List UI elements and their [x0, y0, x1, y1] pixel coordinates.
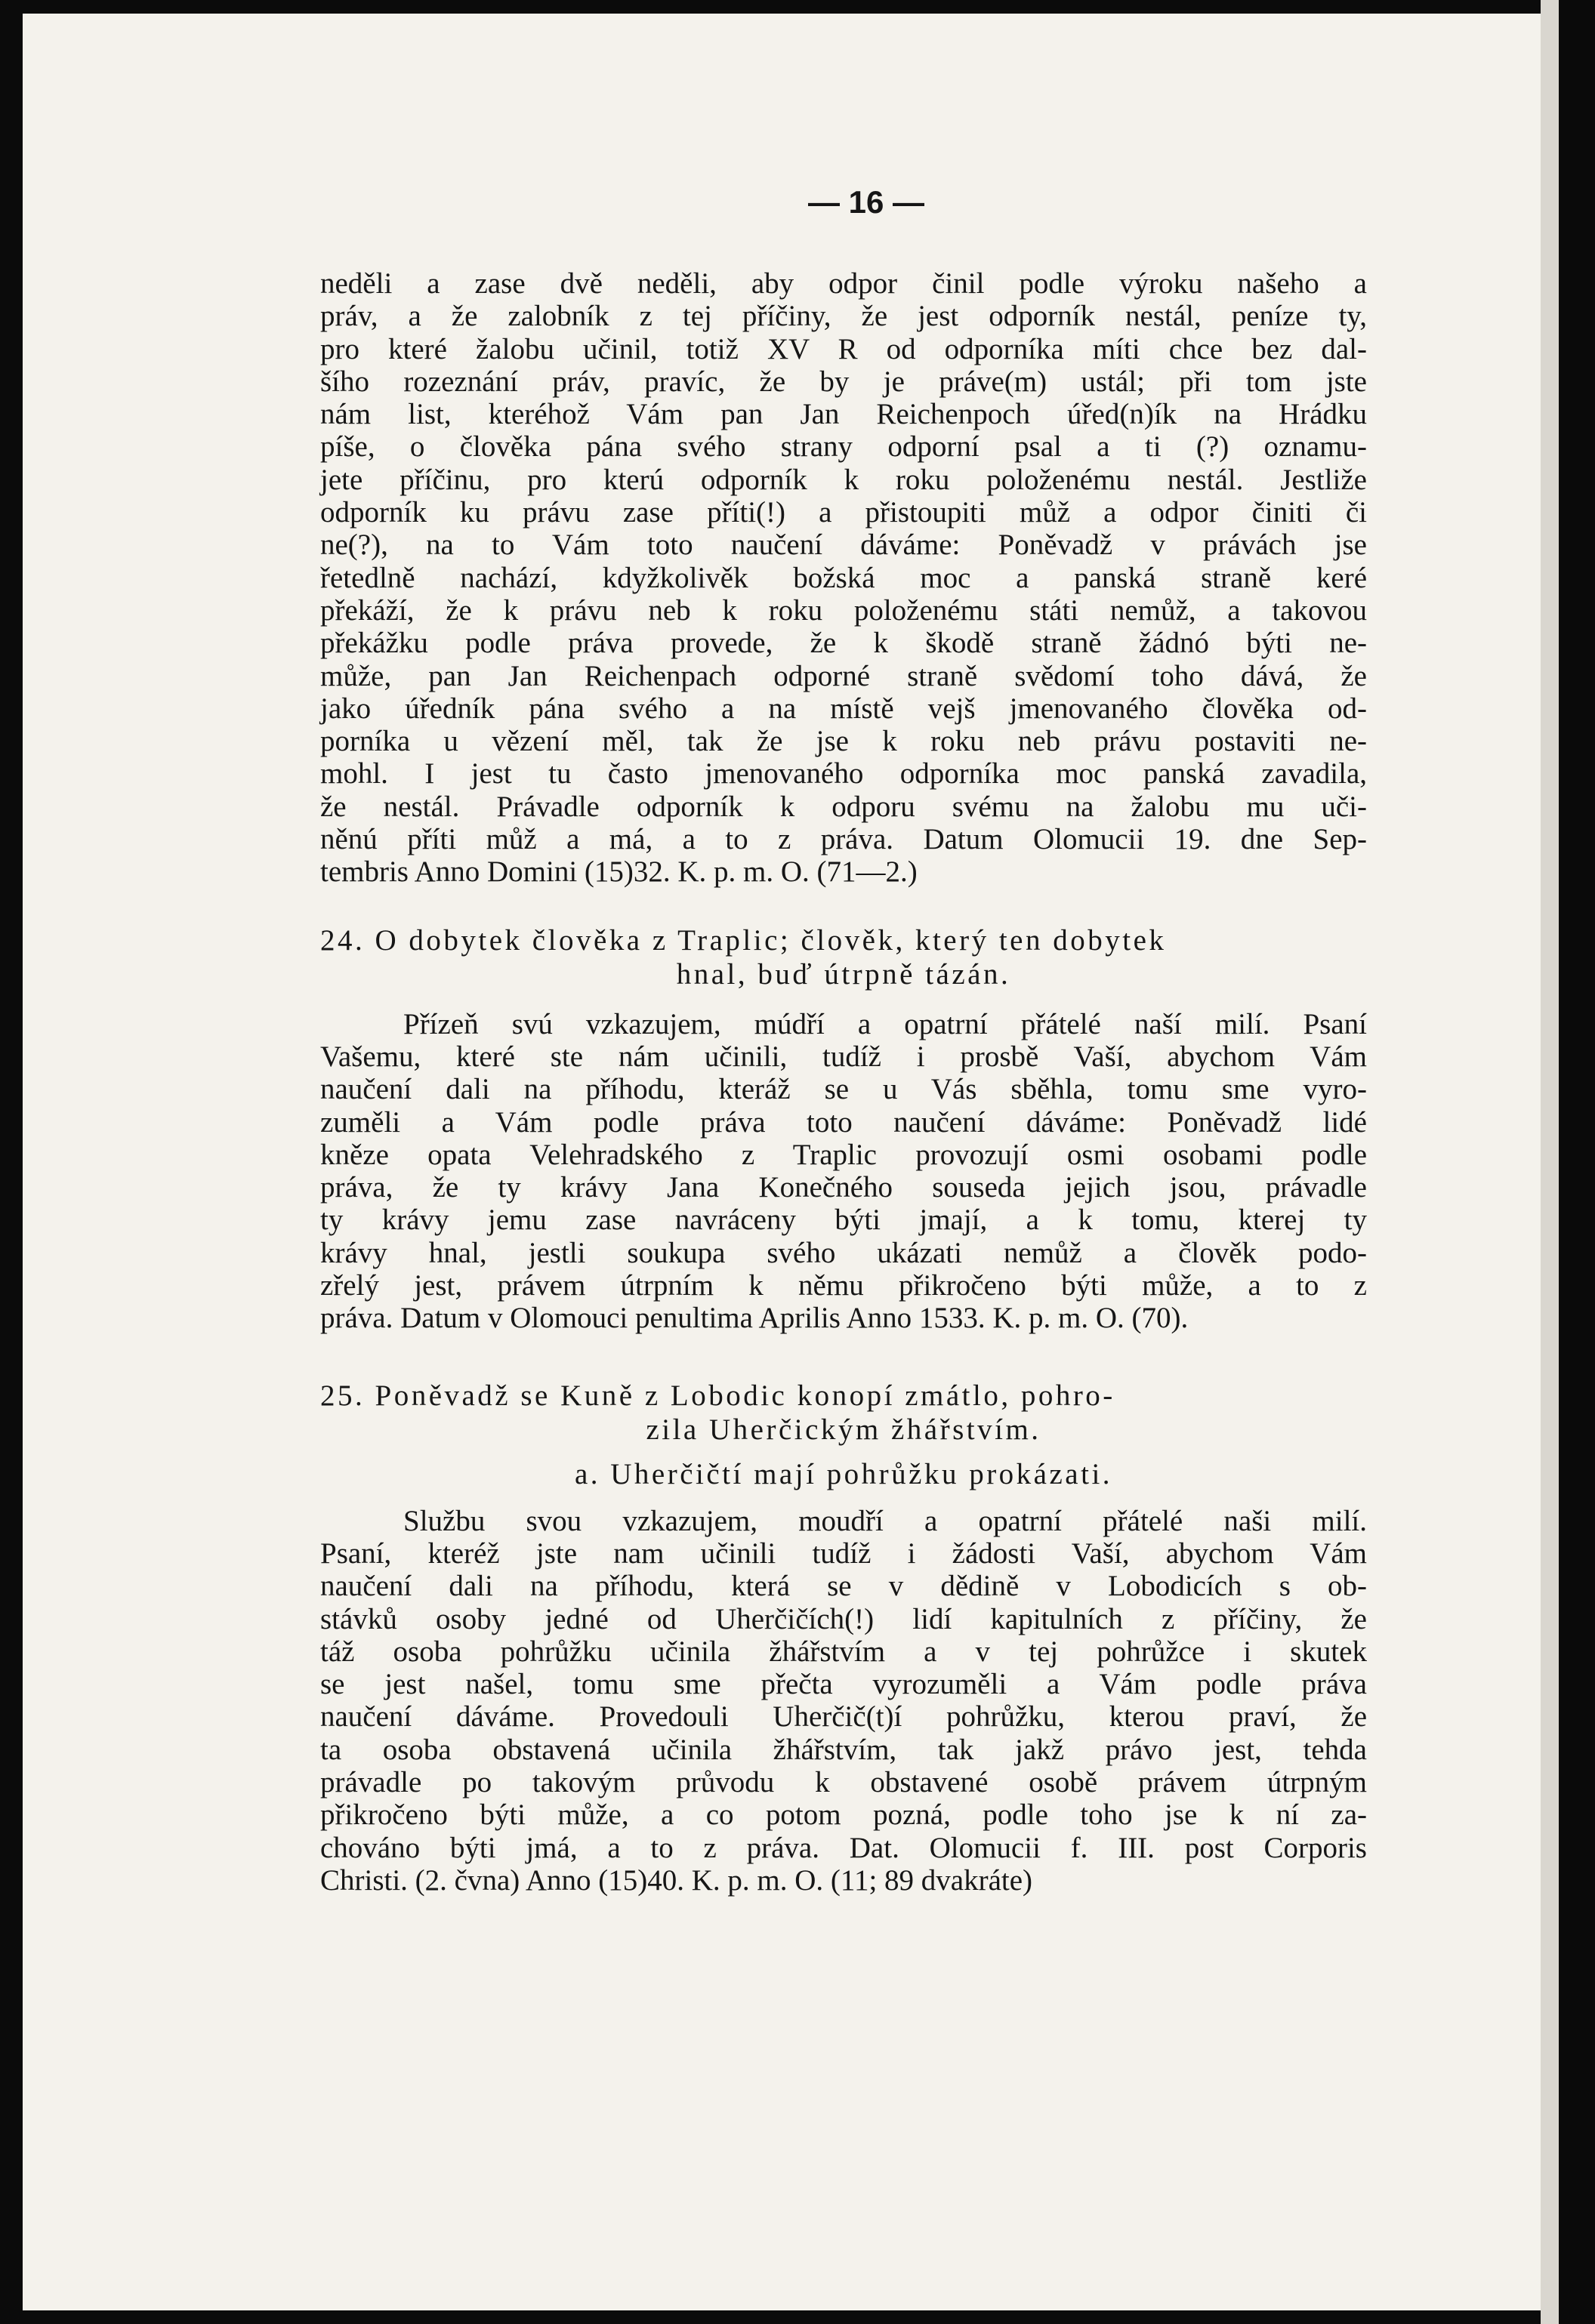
- text-line: zřelý jest, právem útrpním k němu přikročeno býti může, a to z: [320, 1269, 1367, 1302]
- text-line: píše, o člověka pána svého strany odporní psal a ti (?) oznamu-: [320, 430, 1367, 464]
- paragraph-section-24: [320, 1008, 1367, 1335]
- text-line: porníka u vězení měl, tak že jse k roku neb právu postaviti ne-: [320, 725, 1367, 758]
- subheading-25a: [320, 1457, 1367, 1491]
- text-line: krávy hnal, jestli soukupa svého ukázati nemůž a člověk podo-: [320, 1236, 1367, 1269]
- page-edge: [1541, 0, 1559, 2324]
- heading-25-line: zila Uherčickým žhářstvím.: [646, 1413, 1041, 1446]
- text-line: zuměli a Vám podle práva toto naučení dáváme: Poněvadž lidé: [320, 1105, 1367, 1139]
- text-line: že nestál. Právadle odporník k odporu svému na žalobu mu uči-: [320, 790, 1367, 823]
- page-number: — 16 —: [807, 184, 925, 220]
- text-line: jete příčinu, pro kterú odporník k roku položenému nestál. Jestliže: [320, 463, 1367, 496]
- text-line: odporník ku právu zase příti(!) a přistoupiti můž a odpor činiti či: [320, 496, 1367, 529]
- text-line: táž osoba pohrůžku učinila žhářstvím a v tej pohrůžce i skutek: [320, 1635, 1367, 1668]
- paragraph-continuation: [320, 267, 1367, 889]
- text-line: práva. Datum v Olomouci penultima Aprilis Anno 1533. K. p. m. O. (70).: [320, 1302, 1189, 1335]
- text-line: naučení dáváme. Provedouli Uherčič(t)í pohrůžku, kterou praví, že: [320, 1700, 1367, 1734]
- text-line: řetedlně nachází, kdyžkolivěk božská moc a panská straně keré: [320, 561, 1367, 594]
- text-line: ta osoba obstavená učinila žhářstvím, tak jakž právo jest, tehda: [320, 1733, 1367, 1766]
- text-line: překáží, že k právu neb k roku položenému státi nemůž, a takovou: [320, 593, 1367, 627]
- section-heading-24: [320, 923, 1367, 991]
- text-line: nám list, kteréhož Vám pan Jan Reichenpoch úřed(n)ík na Hrádku: [320, 398, 1367, 431]
- text-line: se jest našel, tomu sme přečta vyrozuměli a Vám podle práva: [320, 1668, 1367, 1701]
- text-line: chováno býti jmá, a to z práva. Dat. Olomucii f. III. post Corporis: [320, 1831, 1367, 1864]
- text-line: ty krávy jemu zase navráceny býti jmají, a k tomu, kterej ty: [320, 1204, 1367, 1237]
- heading-24-line: hnal, buď útrpně tázán.: [676, 957, 1011, 991]
- text-line: přikročeno býti může, a co potom pozná, podle toho jse k ní za-: [320, 1798, 1367, 1832]
- text-line: právadle po takovým průvodu k obstavené osobě právem útrpným: [320, 1765, 1367, 1798]
- text-line: práv, a že zalobník z tej příčiny, že jest odporník nestál, peníze ty,: [320, 300, 1367, 333]
- text-line: Psaní, kteréž jste nam učinili tudíž i žádosti Vaší, abychom Vám: [320, 1536, 1367, 1570]
- section-heading-25: [320, 1379, 1367, 1447]
- text-line: pro které žalobu učinil, totiž XV R od odporníka míti chce bez dal-: [320, 332, 1367, 365]
- text-line: může, pan Jan Reichenpach odporné straně svědomí toho dává, že: [320, 659, 1367, 692]
- text-line: mohl. I jest tu často jmenovaného odporníka moc panská zavadila,: [320, 757, 1367, 791]
- subheading-25a-line: a. Uherčičtí mají pohrůžku prokázati.: [574, 1457, 1113, 1490]
- text-line: šího rozeznání práv, pravíc, že by je práve(m) ustál; při tom jste: [320, 365, 1367, 398]
- text-line: naučení dali na příhodu, kteráž se u Vás sběhla, tomu sme vyro-: [320, 1073, 1367, 1106]
- text-line: překážku podle práva provede, že k škodě straně žádnó býti ne-: [320, 627, 1367, 660]
- text-line: Christi. (2. čvna) Anno (15)40. K. p. m. O. (11; 89 dvakráte): [320, 1863, 1033, 1897]
- text-line: práva, že ty krávy Jana Konečného souseda jejich jsou, právadle: [320, 1171, 1367, 1204]
- paragraph-section-25: [320, 1505, 1367, 1897]
- text-line: Přízeň svú vzkazujem, múdří a opatrní přátelé naší milí. Psaní: [403, 1007, 1367, 1040]
- text-line: naučení dali na příhodu, která se v dědině v Lobodicích s ob-: [320, 1570, 1367, 1603]
- heading-24-line: 24. O dobytek člověka z Traplic; člověk, který ten dobytek: [320, 923, 1167, 957]
- text-line: ne(?), na to Vám toto naučení dáváme: Poněvadž v právách jse: [320, 529, 1367, 562]
- scan-edge-dark: [1559, 0, 1595, 2324]
- text-line: Vašemu, které ste nám učinili, tudíž i prosbě Vaší, abychom Vám: [320, 1040, 1367, 1073]
- text-line: jako úředník pána svého a na místě vejš jmenovaného člověka od-: [320, 692, 1367, 725]
- text-line: neděli a zase dvě neděli, aby odpor činil podle výroku našeho a: [320, 267, 1367, 300]
- document-page: [320, 166, 1367, 1897]
- heading-25-line: 25. Poněvadž se Kuně z Lobodic konopí zmátlo, pohro-: [320, 1379, 1115, 1412]
- text-line: kněze opata Velehradského z Traplic provozují osmi osobami podle: [320, 1138, 1367, 1171]
- text-line: Službu svou vzkazujem, moudří a opatrní přátelé naši milí.: [403, 1504, 1367, 1537]
- text-line: něnú příti můž a má, a to z práva. Datum Olomucii 19. dne Sep-: [320, 823, 1367, 856]
- text-line: tembris Anno Domini (15)32. K. p. m. O. (71—2.): [320, 855, 918, 889]
- text-line: stávků osoby jedné od Uherčičích(!) lidí kapitulních z příčiny, že: [320, 1602, 1367, 1635]
